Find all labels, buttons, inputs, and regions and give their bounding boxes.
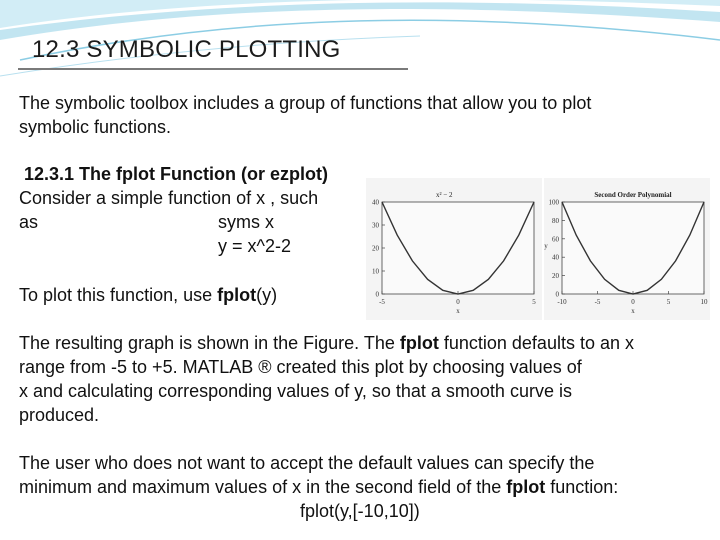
code-y: y = x^2-2 <box>218 236 291 256</box>
x-tick-label: 0 <box>631 298 635 306</box>
chart-title: Second Order Polynomial <box>594 191 672 199</box>
to-plot-line <box>19 283 277 307</box>
y-axis-label: y <box>544 242 548 250</box>
result-line-2: range from -5 to +5. MATLAB ® created this plot by choosing values of <box>19 357 582 377</box>
x-axis-label: x <box>631 307 635 315</box>
y-tick-label: 20 <box>372 244 379 253</box>
x-tick-label: 0 <box>456 298 460 306</box>
result-bold: fplot <box>399 333 439 353</box>
to-plot-suffix: (y) <box>256 285 278 305</box>
user-bold: fplot <box>506 477 546 497</box>
user-line-1: The user who does not want to accept the default values can specify the <box>19 453 595 473</box>
x-tick-label: -5 <box>594 298 601 306</box>
y-tick-label: 10 <box>372 267 379 276</box>
x-axis-label: x <box>456 307 460 315</box>
y-tick-label: 100 <box>548 198 559 207</box>
x-tick-label: 5 <box>666 298 671 306</box>
user-text-b: function: <box>545 477 619 497</box>
y-tick-label: 20 <box>552 272 559 281</box>
as-word: as <box>19 212 39 232</box>
code-syms: syms x <box>218 212 274 232</box>
y-tick-label: 40 <box>372 198 379 207</box>
result-line-1 <box>19 331 634 355</box>
y-tick-label: 80 <box>552 216 559 225</box>
intro-line-1: The symbolic toolbox includes a group of functions that allow you to plot <box>19 93 592 113</box>
result-line-3: x and calculating corresponding values of y, so that a smooth curve is <box>19 381 572 401</box>
page-title: 12.3 SYMBOLIC PLOTTING <box>32 36 341 63</box>
user-text-a: minimum and maximum values of x in the second field of the <box>19 477 507 497</box>
y-tick-label: 0 <box>555 290 559 299</box>
result-text-b: function defaults to an x <box>438 333 634 353</box>
polynomial-chart <box>544 178 710 320</box>
plot-panel-2 <box>544 178 710 320</box>
x-tick-label: -10 <box>557 298 567 306</box>
y-tick-label: 30 <box>372 221 379 230</box>
x-tick-label: 5 <box>532 298 536 306</box>
subheading: 12.3.1 The fplot Function (or ezplot) <box>24 164 328 184</box>
user-line-2 <box>19 475 618 499</box>
result-line-4: produced. <box>19 405 100 425</box>
chart-title: x² − 2 <box>436 191 453 199</box>
x-tick-label: -5 <box>379 298 385 306</box>
result-text-a: The resulting graph is shown in the Figure. The <box>19 333 400 353</box>
plot-panel-1 <box>366 178 542 320</box>
consider-line: Consider a simple function of x , such <box>19 188 319 208</box>
code-range: fplot(y,[-10,10]) <box>300 501 420 521</box>
y-tick-label: 40 <box>552 253 559 262</box>
y-tick-label: 0 <box>375 290 379 299</box>
to-plot-prefix: To plot this function, use <box>19 285 218 305</box>
title-underline <box>18 68 408 70</box>
intro-line-2: symbolic functions. <box>19 117 172 137</box>
fplot-chart <box>366 178 542 320</box>
to-plot-bold: fplot <box>217 285 257 305</box>
y-tick-label: 60 <box>552 235 559 244</box>
x-tick-label: 10 <box>700 298 708 306</box>
